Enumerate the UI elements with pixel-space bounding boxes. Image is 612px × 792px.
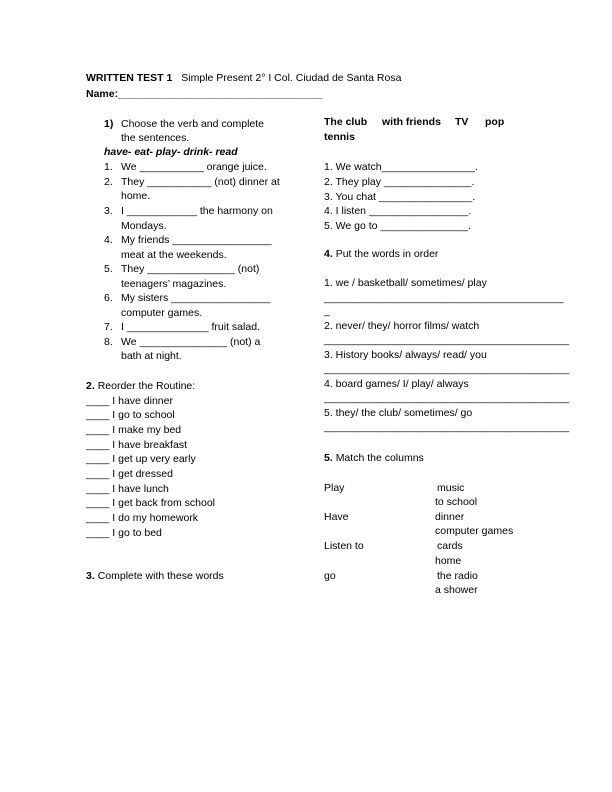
- complete-item: 2. They play _______________.: [324, 176, 475, 188]
- match-right-item: to school: [435, 496, 478, 508]
- complete-item: 4. I listen _________________.: [324, 205, 472, 217]
- match-right-item: a shower: [435, 584, 478, 596]
- s1-item-text-cont: Mondays.: [121, 220, 167, 232]
- routine-item: ____ I go to school: [86, 409, 175, 421]
- s1-item-text-cont: meat at the weekends.: [121, 249, 227, 261]
- section-2-heading: [86, 380, 195, 392]
- routine-item: ____ I get dressed: [86, 468, 173, 480]
- s1-item-number: 2.: [104, 176, 113, 188]
- name-label: Name:: [86, 88, 119, 100]
- s1-item-number: 5.: [104, 263, 113, 275]
- s1-item-text: We _______________ (not) a: [121, 336, 261, 348]
- routine-item: ____ I make my bed: [86, 424, 182, 436]
- routine-item: ____ I have dinner: [86, 395, 173, 407]
- s1-item-number: 3.: [104, 205, 113, 217]
- s1-item-text: They ___________ (not) dinner at: [121, 176, 280, 188]
- s1-item-number: 6.: [104, 292, 113, 304]
- section-4-heading: [324, 248, 438, 260]
- order-item-text: 4. board games/ I/ play/ always: [324, 378, 469, 390]
- s1-item-text-cont: home.: [121, 190, 151, 202]
- s1-item-text-cont: computer games.: [121, 307, 203, 319]
- section-3-heading: [86, 570, 224, 582]
- section-1-instruction-line1: Choose the verb and complete: [121, 118, 265, 130]
- word-bank-item: with friends: [382, 116, 441, 128]
- order-answer-line[interactable]: __________________________________________: [324, 421, 570, 433]
- match-right-item: dinner: [435, 511, 465, 523]
- match-right-item: music: [437, 482, 465, 494]
- order-answer-line[interactable]: __________________________________________: [324, 334, 570, 346]
- test-title-bold: WRITTEN TEST 1: [86, 72, 173, 84]
- s1-item-text-cont: bath at night.: [121, 350, 182, 362]
- s1-item-number: 1.: [104, 161, 113, 173]
- test-subtitle: Simple Present 2° I Col. Ciudad de Santa Rosa: [181, 72, 402, 84]
- routine-item: ____ I get back from school: [86, 497, 215, 509]
- s1-item-text: They _______________ (not): [121, 263, 260, 275]
- section-3-title: Complete with these words: [97, 570, 224, 582]
- section-5-title: Match the columns: [335, 452, 424, 464]
- s1-item-number: 7.: [104, 321, 113, 333]
- section-2-number: 2.: [86, 380, 95, 392]
- order-answer-line[interactable]: __________________________________________: [324, 392, 570, 404]
- match-left-item: Have: [324, 511, 349, 523]
- routine-item: ____ I get up very early: [86, 453, 196, 465]
- match-left-item: go: [324, 570, 336, 582]
- routine-item: ____ I do my homework: [86, 512, 199, 524]
- s1-item-number: 8.: [104, 336, 113, 348]
- match-left-item: Listen to: [324, 540, 364, 552]
- match-right-item: computer games: [435, 525, 514, 537]
- match-right-item: home: [435, 555, 462, 567]
- order-answer-line[interactable]: _________________________________________: [324, 292, 564, 304]
- routine-item: ____ I have lunch: [86, 483, 169, 495]
- complete-item: 3. You chat ________________.: [324, 191, 476, 203]
- order-answer-line[interactable]: __________________________________________: [324, 363, 570, 375]
- word-bank-item: The club: [324, 116, 368, 128]
- section-3-number: 3.: [86, 570, 95, 582]
- routine-item: ____ I have breakfast: [86, 439, 187, 451]
- name-blank[interactable]: ___________________________________: [118, 88, 323, 100]
- order-item-text: 3. History books/ always/ read/ you: [324, 349, 487, 361]
- s1-item-text: My friends _________________: [121, 234, 272, 246]
- section-1-instruction-line2: the sentences.: [121, 132, 190, 144]
- order-item-text: 5. they/ the club/ sometimes/ go: [324, 407, 473, 419]
- order-answer-line-cont: _: [324, 305, 330, 317]
- s1-item-number: 4.: [104, 234, 113, 246]
- section-5-number: 5.: [324, 452, 333, 464]
- s1-item-text: My sisters _________________: [121, 292, 271, 304]
- s1-item-text-cont: teenagers’ magazines.: [121, 278, 227, 290]
- complete-item: 5. We go to _______________.: [324, 220, 471, 232]
- test-title: [86, 72, 401, 84]
- name-line: [86, 88, 323, 100]
- order-item-text: 2. never/ they/ horror films/ watch: [324, 320, 480, 332]
- word-bank-item: pop: [485, 116, 505, 128]
- word-bank-item: tennis: [324, 131, 355, 143]
- complete-item: 1. We watch________________.: [324, 161, 478, 173]
- section-2-title: Reorder the Routine:: [97, 380, 196, 392]
- section-4-number: 4.: [324, 248, 333, 260]
- section-1-verb-list: have- eat- play- drink- read: [104, 146, 238, 158]
- match-right-item: the radio: [437, 570, 478, 582]
- routine-item: ____ I go to bed: [86, 527, 162, 539]
- order-item-text: 1. we / basketball/ sometimes/ play: [324, 277, 487, 289]
- section-5-heading: [324, 452, 424, 464]
- s1-item-text: We ___________ orange juice.: [121, 161, 267, 173]
- match-right-item: cards: [437, 540, 463, 552]
- word-bank-item: TV: [455, 116, 469, 128]
- s1-item-text: I ______________ fruit salad.: [121, 321, 260, 333]
- section-1-number: 1): [104, 118, 114, 130]
- match-left-item: Play: [324, 482, 345, 494]
- section-4-title: Put the words in order: [335, 248, 439, 260]
- s1-item-text: I ____________ the harmony on: [121, 205, 273, 217]
